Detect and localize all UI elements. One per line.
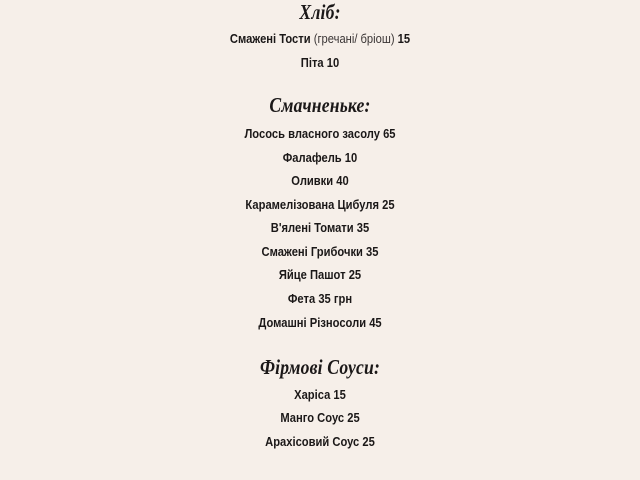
menu-item bbox=[45, 386, 595, 404]
item-name: Яйце Пашот bbox=[278, 267, 346, 282]
item-name: Смажені Грибочки bbox=[261, 244, 363, 259]
item-price: 10 bbox=[344, 150, 358, 165]
item-name: Смажені Тости bbox=[229, 31, 311, 46]
item-name: Манго Соус bbox=[280, 410, 345, 425]
item-price: 10 bbox=[326, 55, 340, 70]
section-title-sauces: Фірмові Соуси: bbox=[260, 355, 380, 379]
item-price: 25 bbox=[362, 434, 375, 449]
section-title-bread: Хліб: bbox=[299, 0, 341, 24]
menu-item bbox=[45, 409, 595, 427]
item-name: Харіса bbox=[294, 387, 331, 402]
item-name: Арахісовий Соус bbox=[265, 434, 360, 449]
item-price: 65 bbox=[383, 126, 396, 141]
menu-item bbox=[45, 125, 595, 143]
menu-item bbox=[45, 172, 595, 190]
menu-item bbox=[45, 30, 595, 48]
menu-item bbox=[45, 196, 595, 214]
item-price: 25 bbox=[347, 410, 360, 425]
item-name: Домашні Різносоли bbox=[258, 315, 367, 330]
item-name: Фета bbox=[287, 291, 316, 306]
menu-item bbox=[45, 314, 595, 332]
item-price: 15 bbox=[397, 31, 411, 46]
item-price: 40 bbox=[336, 173, 349, 188]
menu-item bbox=[45, 219, 595, 237]
item-price: 45 bbox=[369, 315, 382, 330]
item-price: 35 bbox=[366, 244, 379, 259]
item-note: (гречані/ бріош) bbox=[313, 31, 395, 46]
section-title-snacks: Смачненьке: bbox=[269, 93, 371, 117]
item-name: Карамелізована Цибуля bbox=[245, 197, 379, 212]
item-price: 25 bbox=[382, 197, 395, 212]
item-name: Лосось власного засолу bbox=[244, 126, 380, 141]
menu-item bbox=[45, 433, 595, 451]
item-price: 35 bbox=[356, 220, 370, 235]
item-price: 25 bbox=[348, 267, 362, 282]
menu-item bbox=[45, 54, 595, 72]
item-name: Оливки bbox=[291, 173, 334, 188]
item-price: 15 bbox=[333, 387, 346, 402]
item-name: В'ялені Томати bbox=[270, 220, 354, 235]
menu-item bbox=[45, 290, 595, 308]
item-price: 35 грн bbox=[318, 291, 353, 306]
menu-item bbox=[45, 243, 595, 261]
menu-item bbox=[45, 149, 595, 167]
item-name: Піта bbox=[300, 55, 324, 70]
menu-item bbox=[45, 266, 595, 284]
item-name: Фалафель bbox=[282, 150, 342, 165]
